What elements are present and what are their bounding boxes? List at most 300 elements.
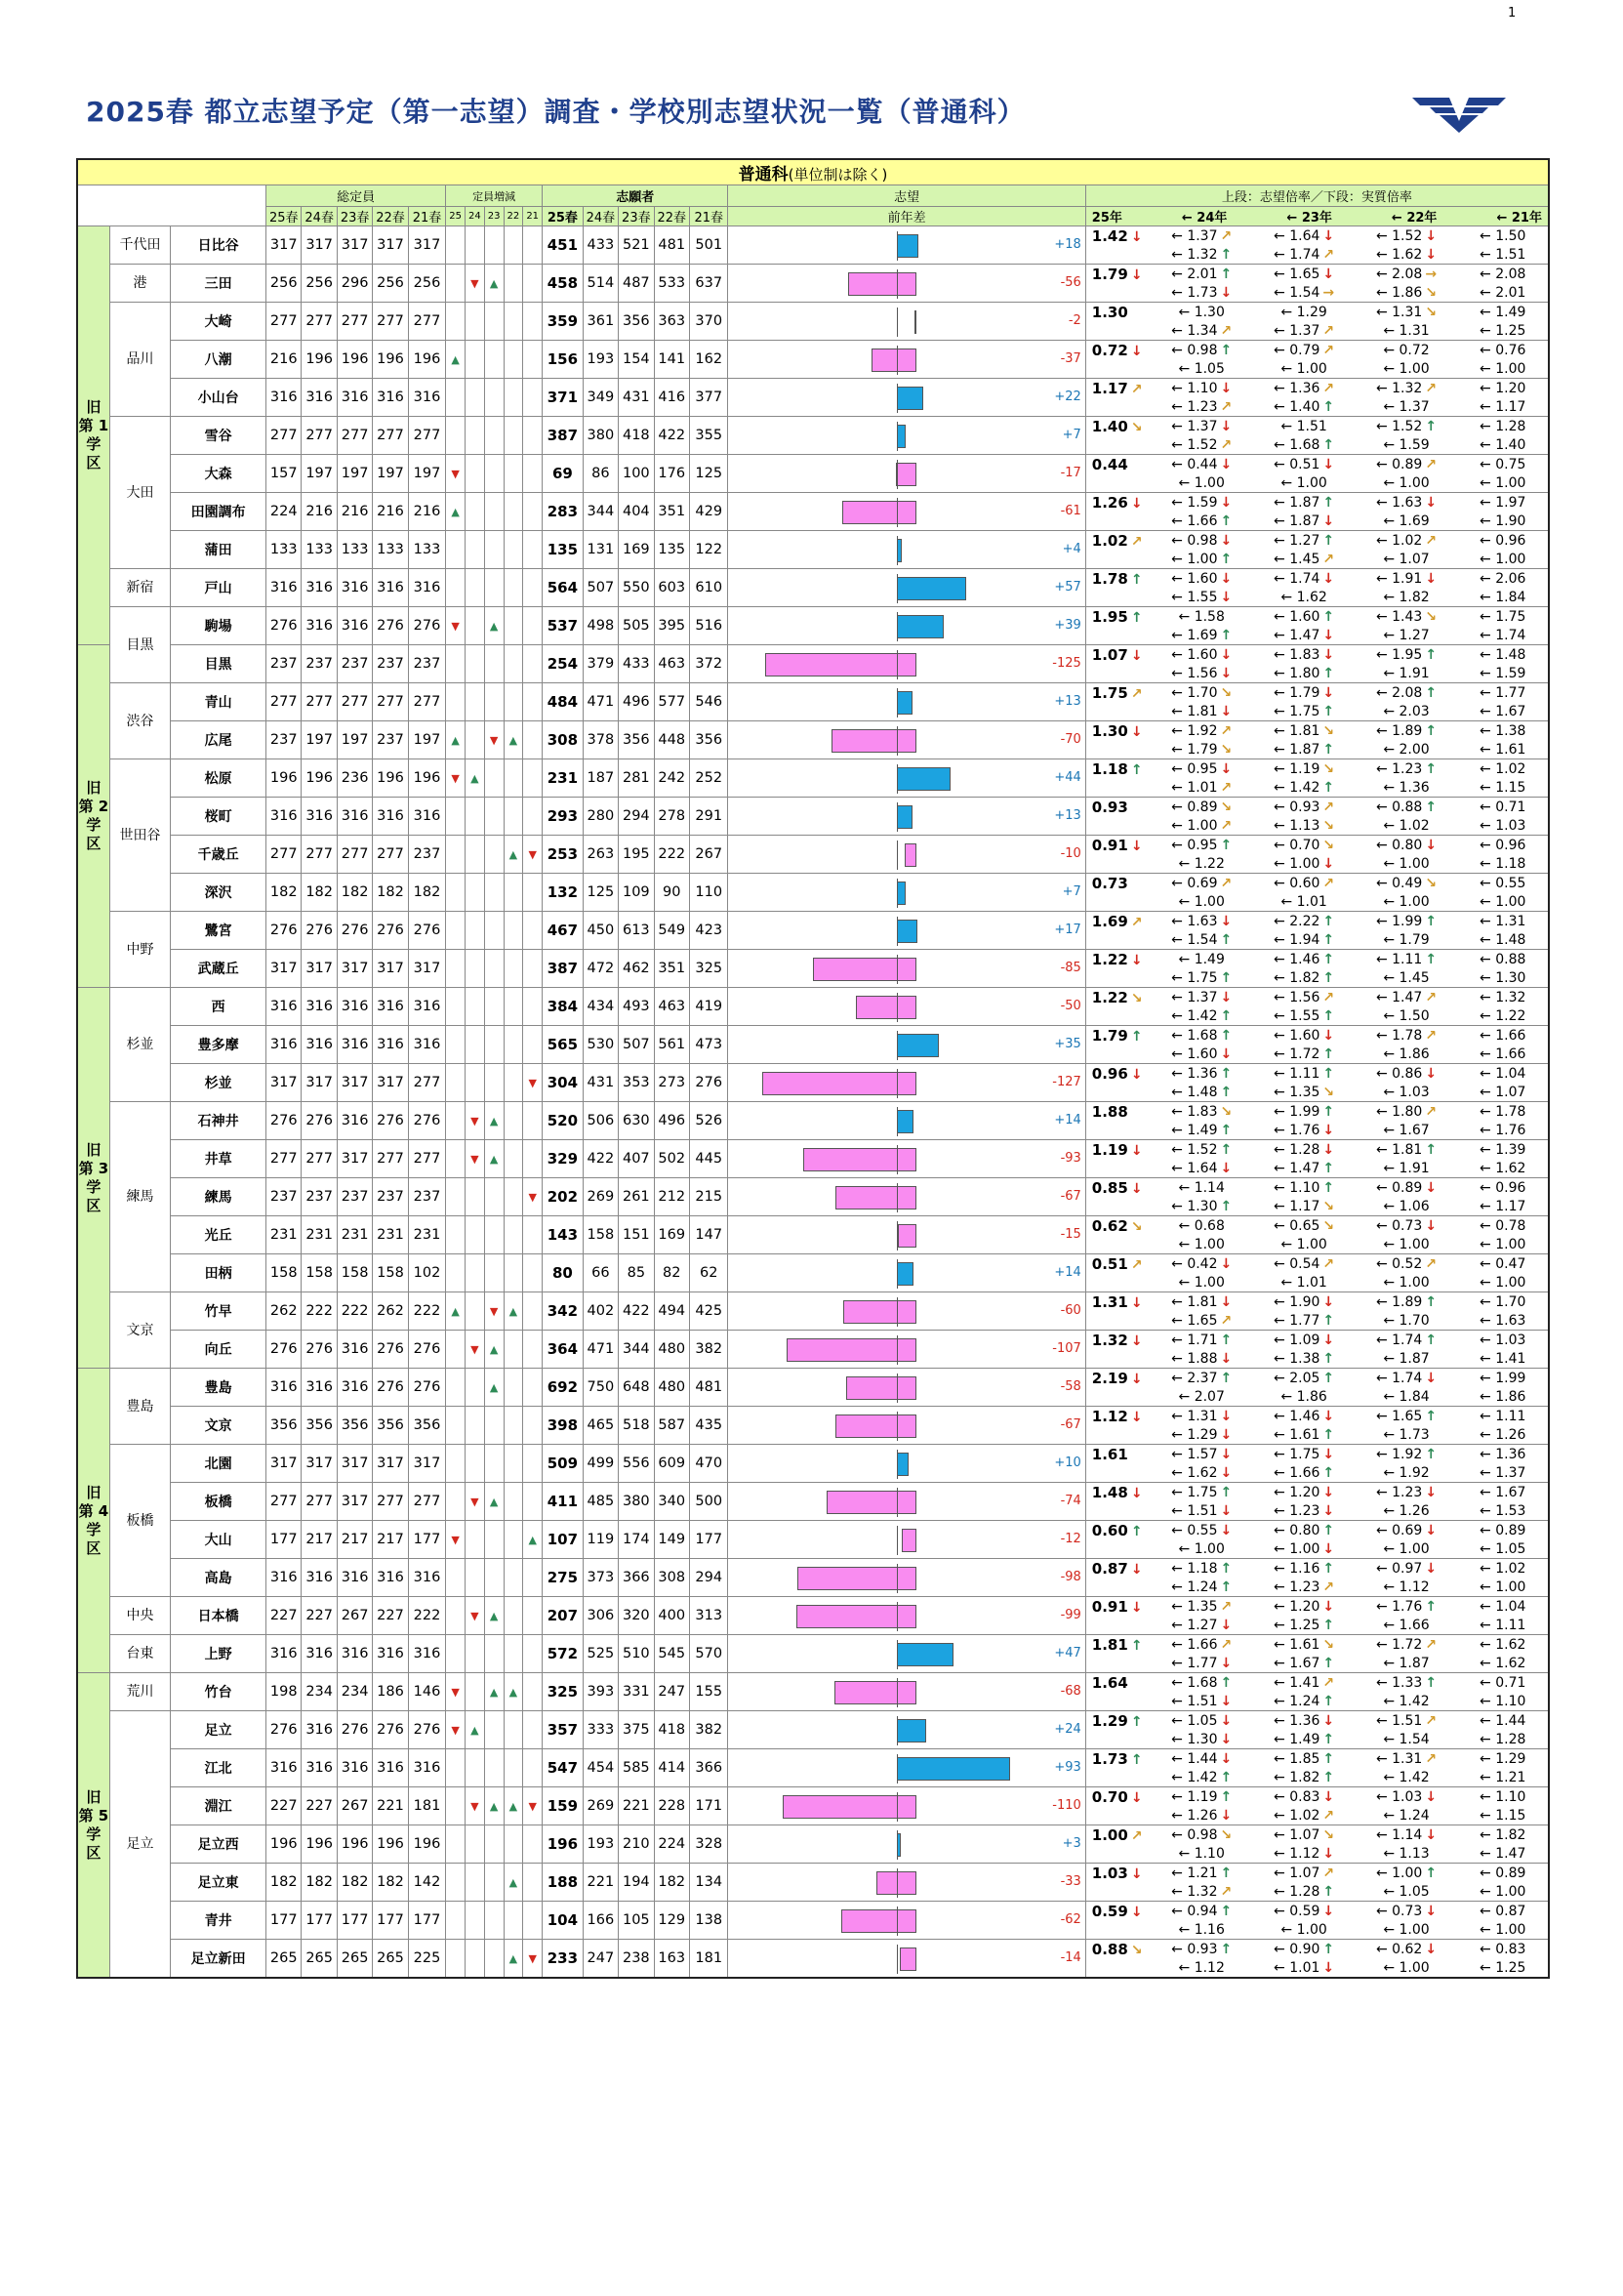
ratio-row-actual	[1086, 1197, 1548, 1215]
capacity-value: 237	[266, 645, 302, 683]
school-name[interactable]: 日比谷	[171, 226, 266, 265]
applicant-value: 435	[689, 1407, 728, 1445]
ratio-value	[1086, 1370, 1151, 1387]
ratio-row-applied	[1086, 1597, 1548, 1616]
capacity-value: 237	[337, 645, 372, 683]
trend-bar-cell	[728, 1825, 1085, 1864]
applicant-value: 331	[619, 1673, 654, 1711]
table-row	[77, 1292, 1549, 1331]
applicant-value: 422	[619, 1292, 654, 1331]
change-mark	[446, 759, 466, 798]
ratio-number: 1.20	[1289, 1484, 1320, 1500]
applicant-value: 509	[543, 1445, 584, 1483]
capacity-value: 316	[302, 1749, 337, 1787]
ratio-number: 1.00	[1399, 360, 1430, 377]
school-name[interactable]: 大山	[171, 1521, 266, 1559]
trend-diff: -58	[1060, 1379, 1081, 1394]
ratio-value: ← 0.89	[1480, 1522, 1526, 1538]
cap-year-header: 22春	[373, 207, 408, 226]
ratio-number: 1.00	[1495, 551, 1526, 567]
trend-arrow-icon: ↑	[1220, 1560, 1233, 1577]
change-mark	[523, 1292, 543, 1331]
ratio-number: 1.00	[1194, 893, 1225, 910]
table-row	[77, 1635, 1549, 1673]
school-name[interactable]: 光丘	[171, 1216, 266, 1254]
ratio-number: 1.42	[1187, 1769, 1218, 1785]
trend-arrow-icon: ↓	[1322, 1712, 1335, 1729]
ratio-value: ← 1.24 ↑	[1171, 1578, 1233, 1595]
table-row	[77, 1026, 1549, 1064]
trend-diff: -67	[1060, 1189, 1081, 1204]
trend-arrow-icon: ↗	[1322, 551, 1335, 567]
ratio-number: 0.87	[1091, 1559, 1128, 1578]
applicant-value: 507	[619, 1026, 654, 1064]
trend-bar-cell	[728, 1254, 1085, 1292]
trend-bar-cell	[728, 1140, 1085, 1178]
ratio-number: 1.75	[1187, 1484, 1218, 1500]
trend-arrow-icon: ↗	[1322, 1578, 1335, 1595]
trend-diff: +17	[1054, 922, 1081, 937]
school-name[interactable]: 文京	[171, 1407, 266, 1445]
capacity-value: 177	[373, 1902, 408, 1940]
applicant-value: 291	[689, 798, 728, 836]
ratio-value: ← 1.66 ↑	[1274, 1464, 1335, 1481]
ratio-value	[1086, 1027, 1151, 1045]
school-name[interactable]: 小山台	[171, 379, 266, 417]
trend-arrow-icon: ↑	[1322, 1007, 1335, 1024]
applicant-value: 429	[689, 493, 728, 531]
trend-arrow-icon: ↓	[1322, 1332, 1335, 1348]
trend-arrow-icon: ↑	[1322, 532, 1335, 549]
applicant-value: 359	[543, 303, 584, 341]
ratio-value: ← 1.21	[1480, 1769, 1526, 1785]
ratio-value: ← 1.37	[1383, 398, 1430, 415]
school-name[interactable]: 松原	[171, 759, 266, 798]
ratio-value: ← 0.88 ↑	[1375, 799, 1438, 815]
ratio-number: 1.03	[1495, 1332, 1526, 1348]
capacity-value: 265	[373, 1940, 408, 1979]
trend-arrow-icon: ↓	[1220, 665, 1233, 681]
ratio-number: 2.01	[1495, 284, 1526, 301]
ratio-number: 1.50	[1399, 1007, 1430, 1024]
school-name[interactable]: 千歳丘	[171, 836, 266, 874]
trend-axis	[897, 688, 898, 718]
table-row	[77, 226, 1549, 265]
trend-bar	[762, 1072, 916, 1095]
ratio-value: ← 0.79 ↗	[1274, 342, 1335, 358]
school-name[interactable]: 三田	[171, 265, 266, 303]
trend-bar-cell	[728, 759, 1085, 798]
ratio-number: 0.60	[1289, 875, 1320, 891]
ratio-value: ← 0.86 ↓	[1375, 1065, 1438, 1082]
ratio-number: 0.97	[1392, 1560, 1423, 1577]
school-name[interactable]: 大森	[171, 455, 266, 493]
applicant-value: 609	[654, 1445, 689, 1483]
trend-axis	[897, 1183, 898, 1212]
ratio-value: ← 1.86	[1280, 1388, 1327, 1405]
ratio-value: ← 1.20	[1480, 380, 1526, 396]
school-name[interactable]: 豊島	[171, 1369, 266, 1407]
capacity-value: 317	[373, 1064, 408, 1102]
ratio-value: ← 1.38 ↑	[1274, 1350, 1335, 1367]
ratio-number: 2.05	[1289, 1370, 1320, 1386]
school-name[interactable]: 足立東	[171, 1864, 266, 1902]
capacity-value: 182	[337, 874, 372, 912]
capacity-value: 277	[373, 836, 408, 874]
ratio-value: ← 1.13	[1383, 1845, 1430, 1862]
ratio-value	[1086, 837, 1151, 854]
ratio-value: ← 1.00 ↑	[1375, 1865, 1438, 1881]
ratio-number: 0.55	[1187, 1522, 1218, 1538]
ratio-value	[1086, 1598, 1151, 1616]
ratio-number: 1.29	[1091, 1711, 1128, 1730]
trend-bar	[876, 1871, 916, 1895]
ratio-value: ← 1.60 ↓	[1171, 646, 1233, 663]
trend-bar-cell	[728, 1902, 1085, 1940]
change-mark	[523, 1140, 543, 1178]
ratio-value: ← 1.50	[1480, 227, 1526, 244]
school-name[interactable]: 青山	[171, 683, 266, 721]
ratio-number: 0.85	[1091, 1178, 1128, 1197]
increase-icon: ▲	[489, 1495, 499, 1508]
ratio-number: 1.75	[1091, 683, 1128, 702]
applicant-value: 304	[543, 1064, 584, 1102]
capacity-value: 157	[266, 455, 302, 493]
capacity-value: 316	[373, 1749, 408, 1787]
ratio-value: ← 0.60 ↗	[1274, 875, 1335, 891]
capacity-value: 237	[373, 1178, 408, 1216]
ratio-value: ← 1.23 ↑	[1375, 760, 1438, 777]
school-name[interactable]: 蒲田	[171, 531, 266, 569]
ratio-number: 1.77	[1495, 684, 1526, 701]
applicant-value: 462	[619, 950, 654, 988]
ratio-number: 1.62	[1495, 1160, 1526, 1176]
applicant-value: 530	[583, 1026, 618, 1064]
ratio-value: ← 1.82 ↑	[1274, 1769, 1335, 1785]
school-name[interactable]: 駒場	[171, 607, 266, 645]
school-name[interactable]: 向丘	[171, 1331, 266, 1369]
ratio-value: ← 1.87 ↓	[1274, 512, 1335, 529]
trend-bar	[846, 1376, 916, 1400]
ratio-value: ← 1.74 ↓	[1274, 570, 1335, 587]
trend-axis	[897, 1678, 898, 1707]
trend-diff: +24	[1054, 1722, 1081, 1737]
ratio-number: 1.92	[1187, 722, 1218, 739]
trend-arrow-icon: ↘	[1322, 1826, 1335, 1843]
trend-arrow-icon: ↑	[1425, 1408, 1438, 1424]
ratio-row-actual	[1086, 321, 1548, 340]
applicant-value: 526	[689, 1102, 728, 1140]
trend-arrow-icon: ↗	[1220, 779, 1233, 796]
school-name[interactable]: 上野	[171, 1635, 266, 1673]
school-name[interactable]: 戸山	[171, 569, 266, 607]
change-mark	[446, 874, 466, 912]
ratio-number: 1.28	[1289, 1141, 1320, 1158]
applicant-value: 119	[583, 1521, 618, 1559]
change-mark	[446, 950, 466, 988]
ratio-number: 1.33	[1392, 1674, 1423, 1691]
trend-axis	[897, 1754, 898, 1784]
ratio-value: ← 1.00	[1178, 893, 1225, 910]
trend-arrow-icon: ↑	[1130, 761, 1143, 778]
trend-bar-cell	[728, 1597, 1085, 1635]
applicant-value: 267	[689, 836, 728, 874]
ratio-value: ← 1.65 ↓	[1274, 266, 1335, 282]
ratio-value: ← 1.79 ↘	[1171, 741, 1233, 758]
ratio-value: ← 1.79	[1383, 931, 1430, 948]
trend-arrow-icon: ↓	[1322, 1845, 1335, 1862]
trend-arrow-icon: ↑	[1220, 969, 1233, 986]
capacity-value: 237	[266, 1178, 302, 1216]
applicant-value: 247	[654, 1673, 689, 1711]
ratio-cell	[1085, 1673, 1549, 1711]
change-mark	[504, 759, 523, 798]
trend-arrow-icon: ↑	[1220, 1865, 1233, 1881]
trend-arrow-icon: ↑	[1425, 1865, 1438, 1881]
school-name[interactable]: 西	[171, 988, 266, 1026]
ratio-number: 1.00	[1495, 1274, 1526, 1291]
trend-arrow-icon: ↓	[1130, 1561, 1143, 1578]
trend-axis	[897, 879, 898, 908]
change-mark	[484, 1902, 504, 1940]
change-mark	[504, 1254, 523, 1292]
ratio-number: 0.79	[1289, 342, 1320, 358]
ratio-number: 1.73	[1399, 1426, 1430, 1443]
school-name[interactable]: 江北	[171, 1749, 266, 1787]
ratio-number: 1.63	[1187, 913, 1218, 929]
trend-arrow-icon: ↓	[1220, 589, 1233, 605]
ratio-number: 1.99	[1289, 1103, 1320, 1120]
school-name[interactable]: 井草	[171, 1140, 266, 1178]
school-name[interactable]: 竹台	[171, 1673, 266, 1711]
trend-diff: -67	[1060, 1417, 1081, 1432]
ratio-value: ← 1.21 ↑	[1171, 1865, 1233, 1881]
school-name[interactable]: 淵江	[171, 1787, 266, 1825]
ratio-number: 1.90	[1289, 1293, 1320, 1310]
trend-arrow-icon: ↓	[1220, 1617, 1233, 1633]
school-name[interactable]: 高島	[171, 1559, 266, 1597]
change-mark	[523, 569, 543, 607]
ratio-number: 1.69	[1091, 912, 1128, 930]
ratio-number: 1.00	[1289, 855, 1320, 872]
ratio-value: ← 1.27	[1383, 627, 1430, 643]
change-mark	[466, 1140, 485, 1178]
ratio-value: ← 0.89 ↘	[1171, 799, 1233, 815]
capacity-value: 277	[408, 303, 446, 341]
school-name[interactable]: 大崎	[171, 303, 266, 341]
ratio-number: 1.60	[1187, 646, 1218, 663]
table-row	[77, 417, 1549, 455]
trend-bar	[897, 805, 913, 829]
applicant-value: 273	[654, 1064, 689, 1102]
trend-bar	[897, 882, 906, 905]
applicant-value: 294	[689, 1559, 728, 1597]
table-row	[77, 341, 1549, 379]
trend-arrow-icon: ↑	[1322, 1464, 1335, 1481]
capacity-value: 276	[373, 1711, 408, 1749]
ratio-number: 1.91	[1399, 1160, 1430, 1176]
ratio-value: ← 1.00	[1480, 1236, 1526, 1252]
ratio-row-applied	[1086, 1940, 1548, 1958]
capacity-value: 317	[408, 950, 446, 988]
trend-bar-cell	[728, 531, 1085, 569]
ratio-number: 0.89	[1392, 456, 1423, 472]
applicant-value: 224	[654, 1825, 689, 1864]
ratio-value: ← 1.37 ↓	[1171, 989, 1233, 1005]
ratio-row-applied	[1086, 1369, 1548, 1387]
ratio-value: ← 1.06	[1383, 1198, 1430, 1214]
capacity-value: 277	[302, 1140, 337, 1178]
ratio-value: ← 1.00 ↑	[1171, 551, 1233, 567]
ratio-value	[1086, 1712, 1151, 1730]
ratio-value: ← 1.91	[1383, 665, 1430, 681]
ratio-value: ← 1.67	[1383, 1122, 1430, 1138]
applicant-value: 613	[619, 912, 654, 950]
school-name[interactable]: 目黒	[171, 645, 266, 683]
trend-arrow-icon: ↗	[1322, 1255, 1335, 1272]
school-name[interactable]: 桜町	[171, 798, 266, 836]
capacity-value: 198	[266, 1673, 302, 1711]
change-mark	[484, 1749, 504, 1787]
header-change: 定員増減	[446, 185, 543, 207]
trend-arrow-icon: ↑	[1322, 1160, 1335, 1176]
ratio-value: ← 1.73 ↓	[1171, 284, 1233, 301]
ratio-value: ← 1.67	[1480, 1484, 1526, 1500]
school-name[interactable]: 雪谷	[171, 417, 266, 455]
increase-icon: ▲	[451, 1304, 460, 1318]
ratio-value: ← 1.03	[1480, 817, 1526, 834]
trend-bar-cell	[728, 1216, 1085, 1254]
capacity-value: 316	[337, 988, 372, 1026]
ratio-number: 1.45	[1289, 551, 1320, 567]
school-name[interactable]: 北園	[171, 1445, 266, 1483]
school-name[interactable]: 練馬	[171, 1178, 266, 1216]
trend-arrow-icon: ↓	[1220, 1350, 1233, 1367]
ratio-value: ← 0.44 ↓	[1171, 456, 1233, 472]
trend-arrow-icon: ↘	[1322, 837, 1335, 853]
applicant-value: 320	[619, 1597, 654, 1635]
school-name[interactable]: 竹早	[171, 1292, 266, 1331]
applicant-value: 207	[543, 1597, 584, 1635]
school-name[interactable]: 深沢	[171, 874, 266, 912]
ratio-number: 1.20	[1495, 380, 1526, 396]
school-name[interactable]: 八潮	[171, 341, 266, 379]
change-mark	[504, 1483, 523, 1521]
ratio-value: ← 1.86 ↘	[1375, 284, 1438, 301]
change-mark	[446, 265, 466, 303]
ratio-number: 1.94	[1289, 931, 1320, 948]
applicant-value: 247	[583, 1940, 618, 1979]
applicant-value: 380	[583, 417, 618, 455]
ratio-value: ← 0.98 ↑	[1171, 342, 1233, 358]
applicant-value: 423	[689, 912, 728, 950]
school-name[interactable]: 足立西	[171, 1825, 266, 1864]
school-name[interactable]: 日本橋	[171, 1597, 266, 1635]
capacity-value: 265	[266, 1940, 302, 1979]
ratio-number: 0.44	[1091, 455, 1128, 473]
school-name[interactable]: 広尾	[171, 721, 266, 759]
change-mark	[523, 1825, 543, 1864]
capacity-value: 316	[302, 1559, 337, 1597]
capacity-value: 317	[266, 1064, 302, 1102]
table-row	[77, 1407, 1549, 1445]
applicant-value: 433	[619, 645, 654, 683]
ratio-cell	[1085, 493, 1549, 531]
trend-bar	[900, 1948, 916, 1971]
ward-name: 練馬	[109, 1102, 170, 1292]
trend-arrow-icon: ↓	[1220, 570, 1233, 587]
trend-arrow-icon: ↓	[1130, 1485, 1143, 1501]
trend-arrow-icon: ↓	[1130, 343, 1143, 359]
ratio-number: 2.01	[1187, 266, 1218, 282]
ratio-value: ← 1.09 ↓	[1274, 1332, 1335, 1348]
ratio-value	[1086, 1636, 1151, 1654]
ratio-number: 1.48	[1091, 1483, 1128, 1501]
school-name[interactable]: 青井	[171, 1902, 266, 1940]
increase-icon: ▲	[489, 1114, 499, 1128]
ratio-value: ← 1.36 ↑	[1171, 1065, 1233, 1082]
ratio-number: 0.88	[1392, 799, 1423, 815]
ratio-value: ← 0.71	[1480, 1674, 1526, 1691]
ratio-value: ← 1.59	[1480, 665, 1526, 681]
school-name[interactable]: 石神井	[171, 1102, 266, 1140]
trend-axis	[897, 1716, 898, 1745]
trend-arrow-icon: ↓	[1220, 1522, 1233, 1538]
trend-arrow-icon: ↓	[1220, 1408, 1233, 1424]
decrease-icon: ▼	[451, 771, 460, 785]
trend-arrow-icon: ↓	[1130, 838, 1143, 854]
ratio-number: 1.95	[1392, 646, 1423, 663]
ratio-number: 1.22	[1091, 988, 1128, 1006]
school-name[interactable]: 足立新田	[171, 1940, 266, 1979]
applicant-value: 407	[619, 1140, 654, 1178]
school-name[interactable]: 杉並	[171, 1064, 266, 1102]
trend-arrow-icon: ↓	[1220, 1655, 1233, 1671]
ratio-row-applied	[1086, 607, 1548, 626]
trend-arrow-icon: ↑	[1130, 1523, 1143, 1539]
trend-arrow-icon: ↘	[1322, 1217, 1335, 1234]
trend-arrow-icon: ↓	[1220, 913, 1233, 929]
applicant-value: 233	[543, 1940, 584, 1979]
trend-bar-cell	[728, 417, 1085, 455]
ratio-number: 1.00	[1399, 1959, 1430, 1976]
change-mark	[484, 1216, 504, 1254]
school-name[interactable]: 鷺宮	[171, 912, 266, 950]
ratio-value: ← 1.02	[1480, 760, 1526, 777]
ratio-number: 1.67	[1495, 1484, 1526, 1500]
school-name[interactable]: 豊多摩	[171, 1026, 266, 1064]
ratio-cell	[1085, 607, 1549, 645]
change-mark	[523, 1559, 543, 1597]
school-name[interactable]: 足立	[171, 1711, 266, 1749]
trend-arrow-icon: ↗	[1220, 398, 1233, 415]
trend-arrow-icon: ↗	[1425, 532, 1438, 549]
school-name[interactable]: 武蔵丘	[171, 950, 266, 988]
trend-arrow-icon: ↓	[1425, 246, 1438, 263]
school-name[interactable]: 板橋	[171, 1483, 266, 1521]
school-name[interactable]: 田園調布	[171, 493, 266, 531]
school-name[interactable]: 田柄	[171, 1254, 266, 1292]
trend-bar-cell	[728, 1331, 1085, 1369]
ratio-number: 0.76	[1495, 342, 1526, 358]
ratio-cell	[1085, 836, 1549, 874]
ratio-row-applied	[1086, 303, 1548, 321]
ratio-number: 1.87	[1399, 1655, 1430, 1671]
ratio-number: 1.65	[1392, 1408, 1423, 1424]
ratio-number: 1.67	[1289, 1655, 1320, 1671]
ratio-row-actual	[1086, 588, 1548, 606]
table-row	[77, 988, 1549, 1026]
